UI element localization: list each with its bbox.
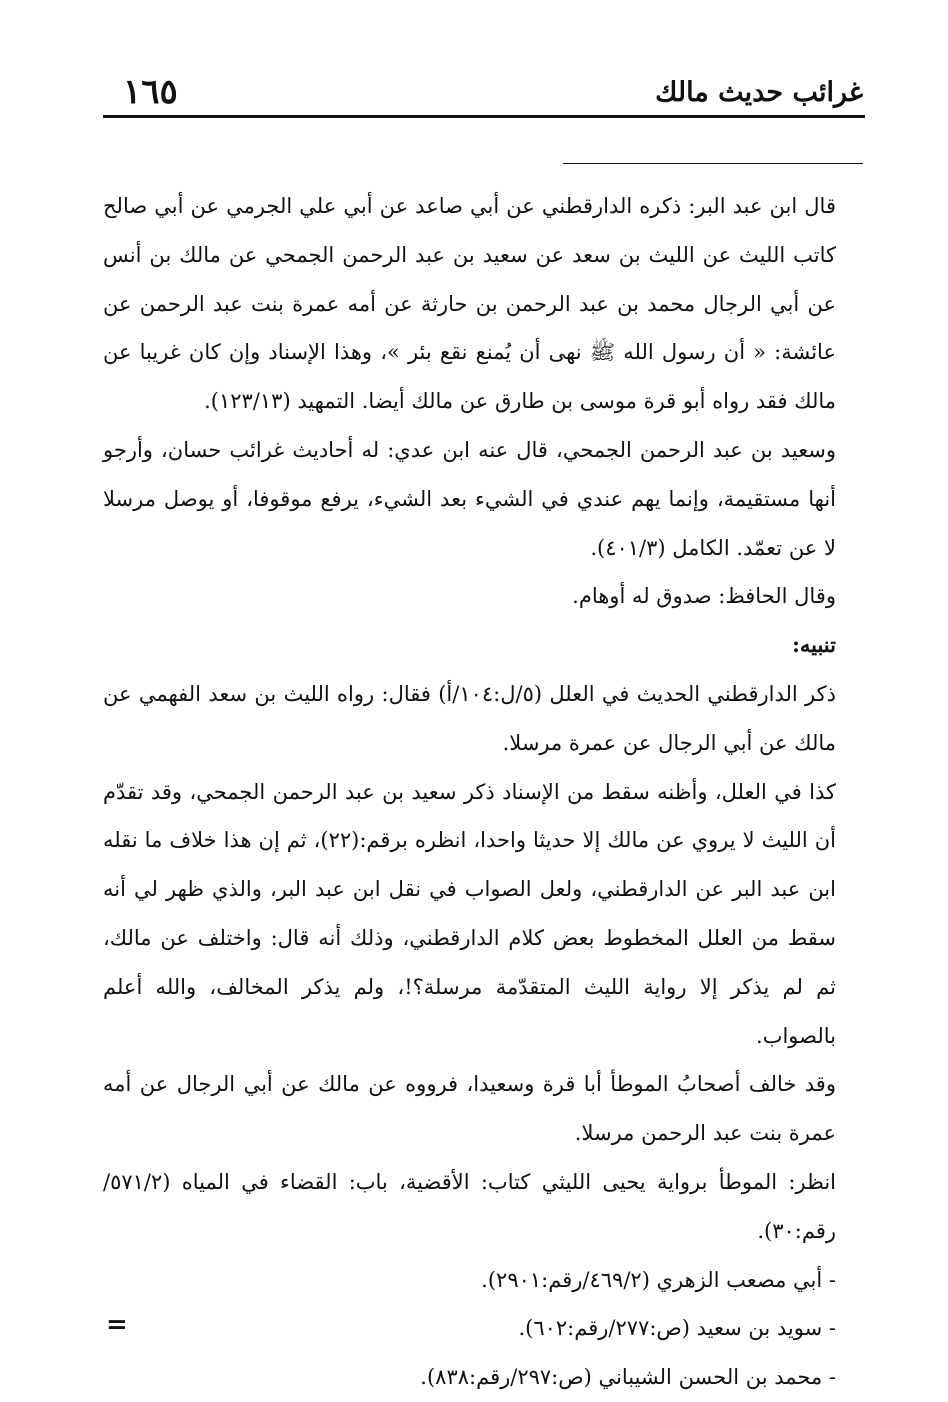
reference-item: - أبي مصعب الزهري (٤٦٩/٢/رقم:٢٩٠١). <box>481 1267 836 1292</box>
page-header <box>105 70 863 116</box>
footnote-separator <box>563 163 863 164</box>
continuation-mark: = <box>106 1310 128 1340</box>
paragraph-muwatta-companions: وقد خالف أصحابُ الموطأ أبا قرة وسعيدا، فرووه عن مالك عن أبي الرجال عن أمه عمرة بنت عبد الرحمن مرسلا. <box>103 1072 836 1146</box>
paragraph-ibn-abd-al-barr: قال ابن عبد البر: ذكره الدارقطني عن أبي صاعد عن أبي علي الجرمي عن أبي صالح كاتب الليث عن الليث بن سعد عن سعيد بن عبد الرحمن الجمحي عن مالك بن أنس عن أبي الرجال محمد بن عبد الرحمن بن حارثة عن أمه عمرة بنت عبد الرحمن عن عائشة: « أن رسول الله ﷺ نهى أن يُمنع نقع بئر »، وهذا الإسناد وإن كان غريبا عن مالك فقد رواه أبو قرة موسى بن طارق عن مالك أيضا. التمهيد (١٢٣/١٣). <box>103 194 836 414</box>
paragraph-see-muwatta: انظر: الموطأ برواية يحيى الليثي كتاب: الأقضية، باب: القضاء في المياه (٥٧١/٢/رقم:٣٠). <box>103 1169 836 1243</box>
reference-item: - محمد بن الحسن الشيباني (ص:٢٩٧/رقم:٨٣٨). <box>420 1365 836 1390</box>
running-title: غرائب حديث مالك <box>655 77 863 108</box>
section-heading-tanbih: تنبيه: <box>792 632 836 658</box>
paragraph-hafiz: وقال الحافظ: صدوق له أوهام. <box>572 584 836 609</box>
paragraph-daraqutni-ilal: ذكر الدارقطني الحديث في العلل (٥/ل:١٠٤/أ) فقال: رواه الليث بن سعد الفهمي عن مالك عن أبي الرجال عن عمرة مرسلا. <box>103 681 836 755</box>
page-number: ١٦٥ <box>123 72 178 112</box>
header-rule <box>103 115 865 118</box>
paragraph-ibn-adi: وسعيد بن عبد الرحمن الجمحي، قال عنه ابن عدي: له أحاديث غرائب حسان، وأرجو أنها مستقيمة، وإنما يهم عندي في الشيء بعد الشيء، يرفع موقوفا، أو يوصل مرسلا لا عن تعمّد. الكامل (٤٠١/٣). <box>103 437 836 560</box>
reference-item: - سويد بن سعيد (ص:٢٧٧/رقم:٦٠٢). <box>518 1316 836 1341</box>
page-body <box>103 182 836 1402</box>
paragraph-commentary: كذا في العلل، وأظنه سقط من الإسناد ذكر سعيد بن عبد الرحمن الجمحي، وقد تقدّم أن الليث لا يروي عن مالك إلا حديثا واحدا، انظره برقم:(٢٢)، ثم إن هذا خلاف ما نقله ابن عبد البر عن الدارقطني، ولعل الصواب في نقل ابن عبد البر، والذي ظهر لي أنه سقط من العلل المخطوط بعض كلام الدارقطني، وذلك أنه قال: واختلف عن مالك، ثم لم يذكر إلا رواية الليث المتقدّمة مرسلة؟!، ولم يذكر المخالف، والله أعلم بالصواب. <box>103 779 836 1048</box>
